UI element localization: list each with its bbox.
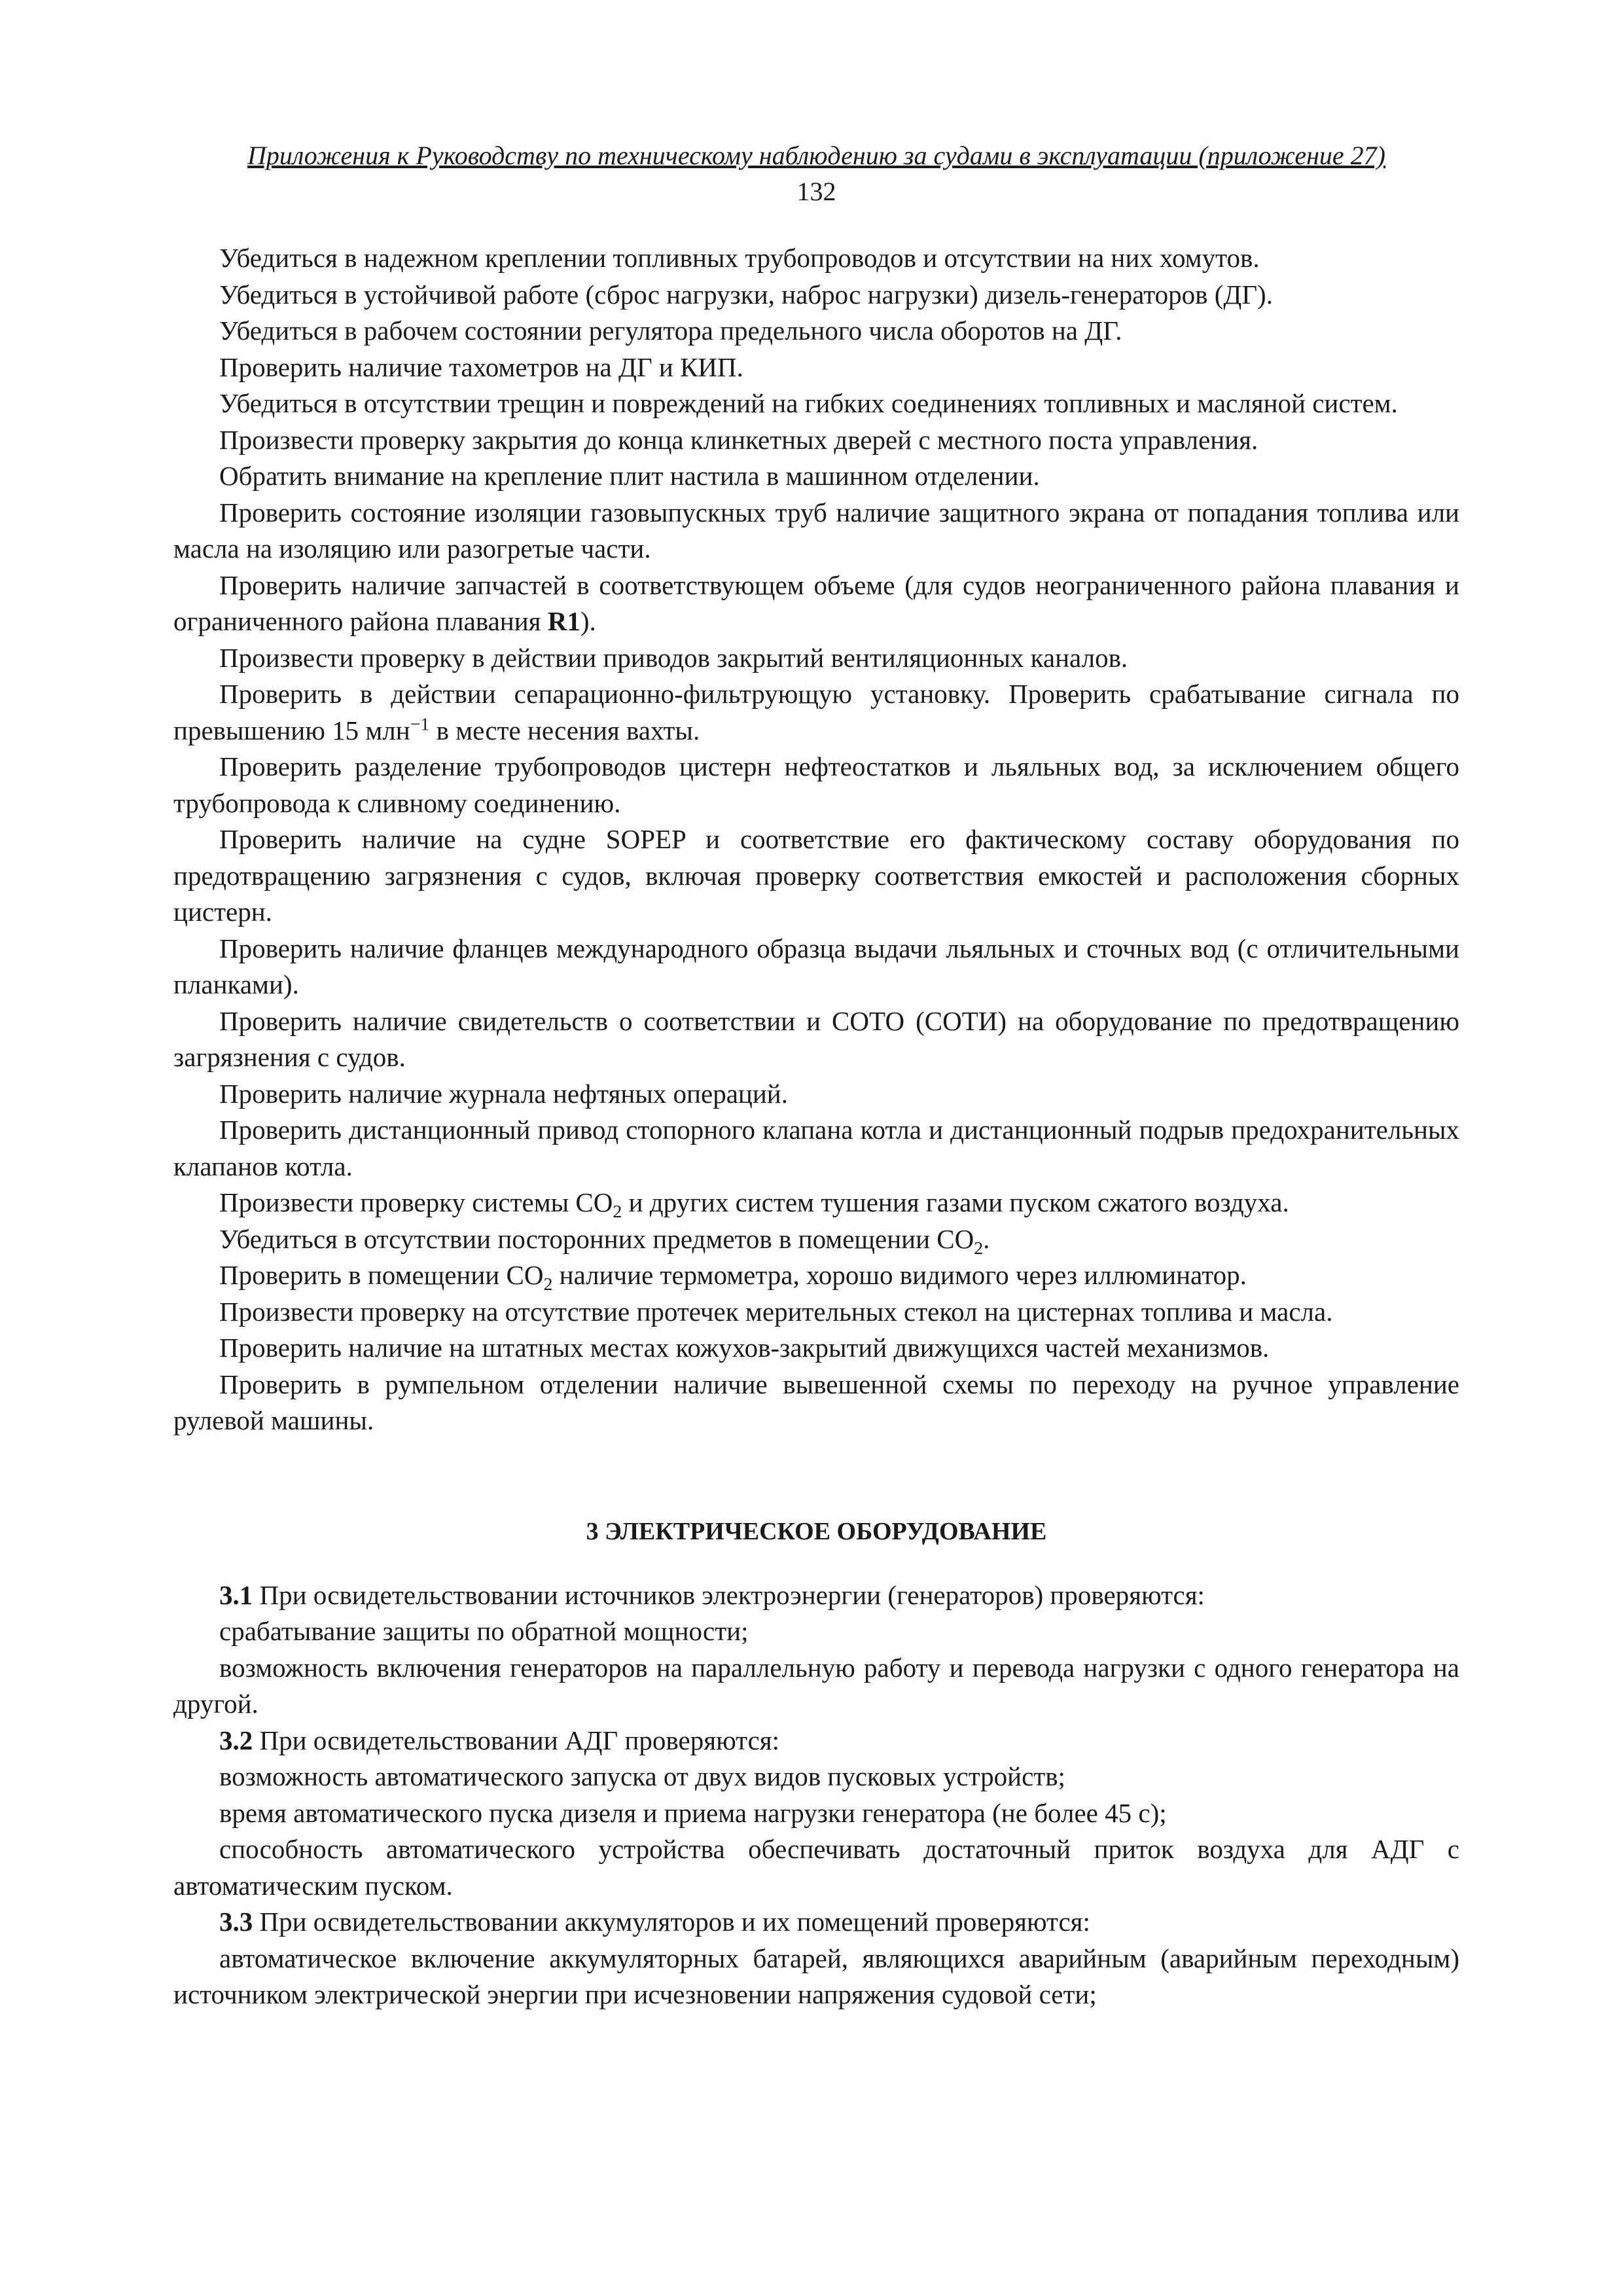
- paragraph: Проверить разделение трубопроводов цистерн нефтеостатков и льяльных вод, за исключением общего трубопровода к сливному соединению.: [173, 751, 1459, 818]
- subscript: 2: [543, 1274, 553, 1295]
- paragraph: [173, 1185, 1459, 1221]
- section-heading: 3 ЭЛЕКТРИЧЕСКОЕ ОБОРУДОВАНИЕ: [586, 1517, 1047, 1545]
- paragraph: Произвести проверку на отсутствие протечек мерительных стекол на цистернах топлива и масла.: [219, 1296, 1333, 1327]
- clause-number: 3.1: [219, 1579, 253, 1610]
- running-header: Приложения к Руководству по техническому наблюдению за судами в эксплуатации (приложение 27): [247, 141, 1385, 170]
- document-page: [173, 139, 1459, 2013]
- paragraph-text: ).: [580, 606, 596, 636]
- subscript: 2: [974, 1238, 984, 1259]
- subscript: 2: [613, 1202, 622, 1223]
- paragraph-text: При освидетельствовании источников электроэнергии (генераторов) проверяются:: [253, 1579, 1205, 1610]
- paragraph: время автоматического пуска дизеля и приема нагрузки генератора (не более 45 с);: [219, 1797, 1167, 1828]
- paragraph: Проверить в румпельном отделении наличие вывешенной схемы по переходу на ручное управление рулевой машины.: [173, 1369, 1459, 1435]
- paragraph-text: наличие термометра, хорошо видимого через иллюминатор.: [552, 1260, 1247, 1290]
- body-text: [173, 240, 1459, 1439]
- paragraph-text: При освидетельствовании АДГ проверяются:: [253, 1725, 780, 1755]
- paragraph-text: Убедиться в отсутствии посторонних предметов в помещении СО: [219, 1223, 974, 1254]
- clause-number: 3.3: [219, 1907, 253, 1937]
- paragraph-text: Произвести проверку системы СО: [219, 1187, 613, 1217]
- paragraph-text: и других систем тушения газами пуском сжатого воздуха.: [622, 1187, 1289, 1217]
- paragraph: Проверить наличие журнала нефтяных операций.: [219, 1078, 788, 1109]
- paragraph: [173, 567, 1459, 640]
- section-spacer: [173, 1439, 1459, 1514]
- paragraph: срабатывание защиты по обратной мощности;: [219, 1616, 749, 1646]
- numbered-paragraph: [173, 1577, 1459, 1614]
- paragraph-text: Проверить в действии сепарационно-фильтрующую установку. Проверить срабатывание сигнала по превышению 15 млн: [173, 679, 1459, 745]
- paragraph: Проверить наличие на штатных местах кожухов-закрытий движущихся частей механизмов.: [219, 1333, 1270, 1363]
- paragraph-text: Проверить наличие запчастей в соответствующем объеме (для судов неограниченного района плавания и ограниченного района плавания: [173, 569, 1459, 636]
- numbered-paragraph: [173, 1904, 1459, 1941]
- paragraph: автоматическое включение аккумуляторных батарей, являющихся аварийным (аварийным переходным) источником электрической энергии при исчезновении напряжения судовой сети;: [173, 1943, 1459, 2009]
- paragraph: возможность автоматического запуска от двух видов пусковых устройств;: [219, 1761, 1065, 1791]
- paragraph-text: в месте несения вахты.: [429, 715, 700, 745]
- paragraph-text: При освидетельствовании аккумуляторов и их помещений проверяются:: [253, 1907, 1090, 1937]
- paragraph-text: Проверить в помещении СО: [219, 1260, 544, 1290]
- paragraph: Проверить наличие фланцев международного образца выдачи льяльных и сточных вод (с отличительными планками).: [173, 933, 1459, 999]
- clause-number: 3.2: [219, 1725, 253, 1755]
- paragraph: Обратить внимание на крепление плит настила в машинном отделении.: [219, 461, 1040, 491]
- section-body: [173, 1577, 1459, 2013]
- paragraph: [173, 676, 1459, 749]
- paragraph: возможность включения генераторов на параллельную работу и перевода нагрузки с одного генератора на другой.: [173, 1652, 1459, 1719]
- paragraph: Проверить состояние изоляции газовыпускных труб наличие защитного экрана от попадания топлива или масла на изоляцию или разогретые части.: [173, 497, 1459, 564]
- paragraph: Проверить наличие тахометров на ДГ и КИП.: [219, 351, 743, 382]
- paragraph: Проверить наличие на судне SOPEP и соответствие его фактическому составу оборудования по предотвращению загрязнения с судов, включая проверку соответствия емкостей и расположения сборных цистерн.: [173, 824, 1459, 927]
- superscript: −1: [410, 713, 430, 734]
- paragraph: Проверить дистанционный привод стопорного клапана котла и дистанционный подрыв предохранительных клапанов котла.: [173, 1115, 1459, 1181]
- region-code: R1: [547, 606, 580, 636]
- paragraph: [173, 1257, 1459, 1294]
- paragraph: Произвести проверку в действии приводов закрытий вентиляционных каналов.: [219, 642, 1128, 673]
- paragraph: Убедиться в отсутствии трещин и повреждений на гибких соединениях топливных и масляной систем.: [219, 388, 1398, 418]
- paragraph: Убедиться в рабочем состоянии регулятора предельного числа оборотов на ДГ.: [219, 315, 1122, 346]
- paragraph: [173, 1221, 1459, 1258]
- paragraph: способность автоматического устройства обеспечивать достаточный приток воздуха для АДГ с автоматическим пуском.: [173, 1834, 1459, 1901]
- numbered-paragraph: [173, 1723, 1459, 1759]
- paragraph-text: .: [983, 1223, 990, 1254]
- paragraph: Убедиться в устойчивой работе (сброс нагрузки, наброс нагрузки) дизель-генераторов (ДГ).: [219, 279, 1273, 310]
- page-number: 132: [796, 177, 836, 206]
- paragraph: Убедиться в надежном креплении топливных трубопроводов и отсутствии на них хомутов.: [219, 243, 1260, 273]
- paragraph: Проверить наличие свидетельств о соответствии и СОТО (СОТИ) на оборудование по предотвращению загрязнения с судов.: [173, 1005, 1459, 1072]
- paragraph: Произвести проверку закрытия до конца клинкетных дверей с местного поста управления.: [219, 424, 1258, 455]
